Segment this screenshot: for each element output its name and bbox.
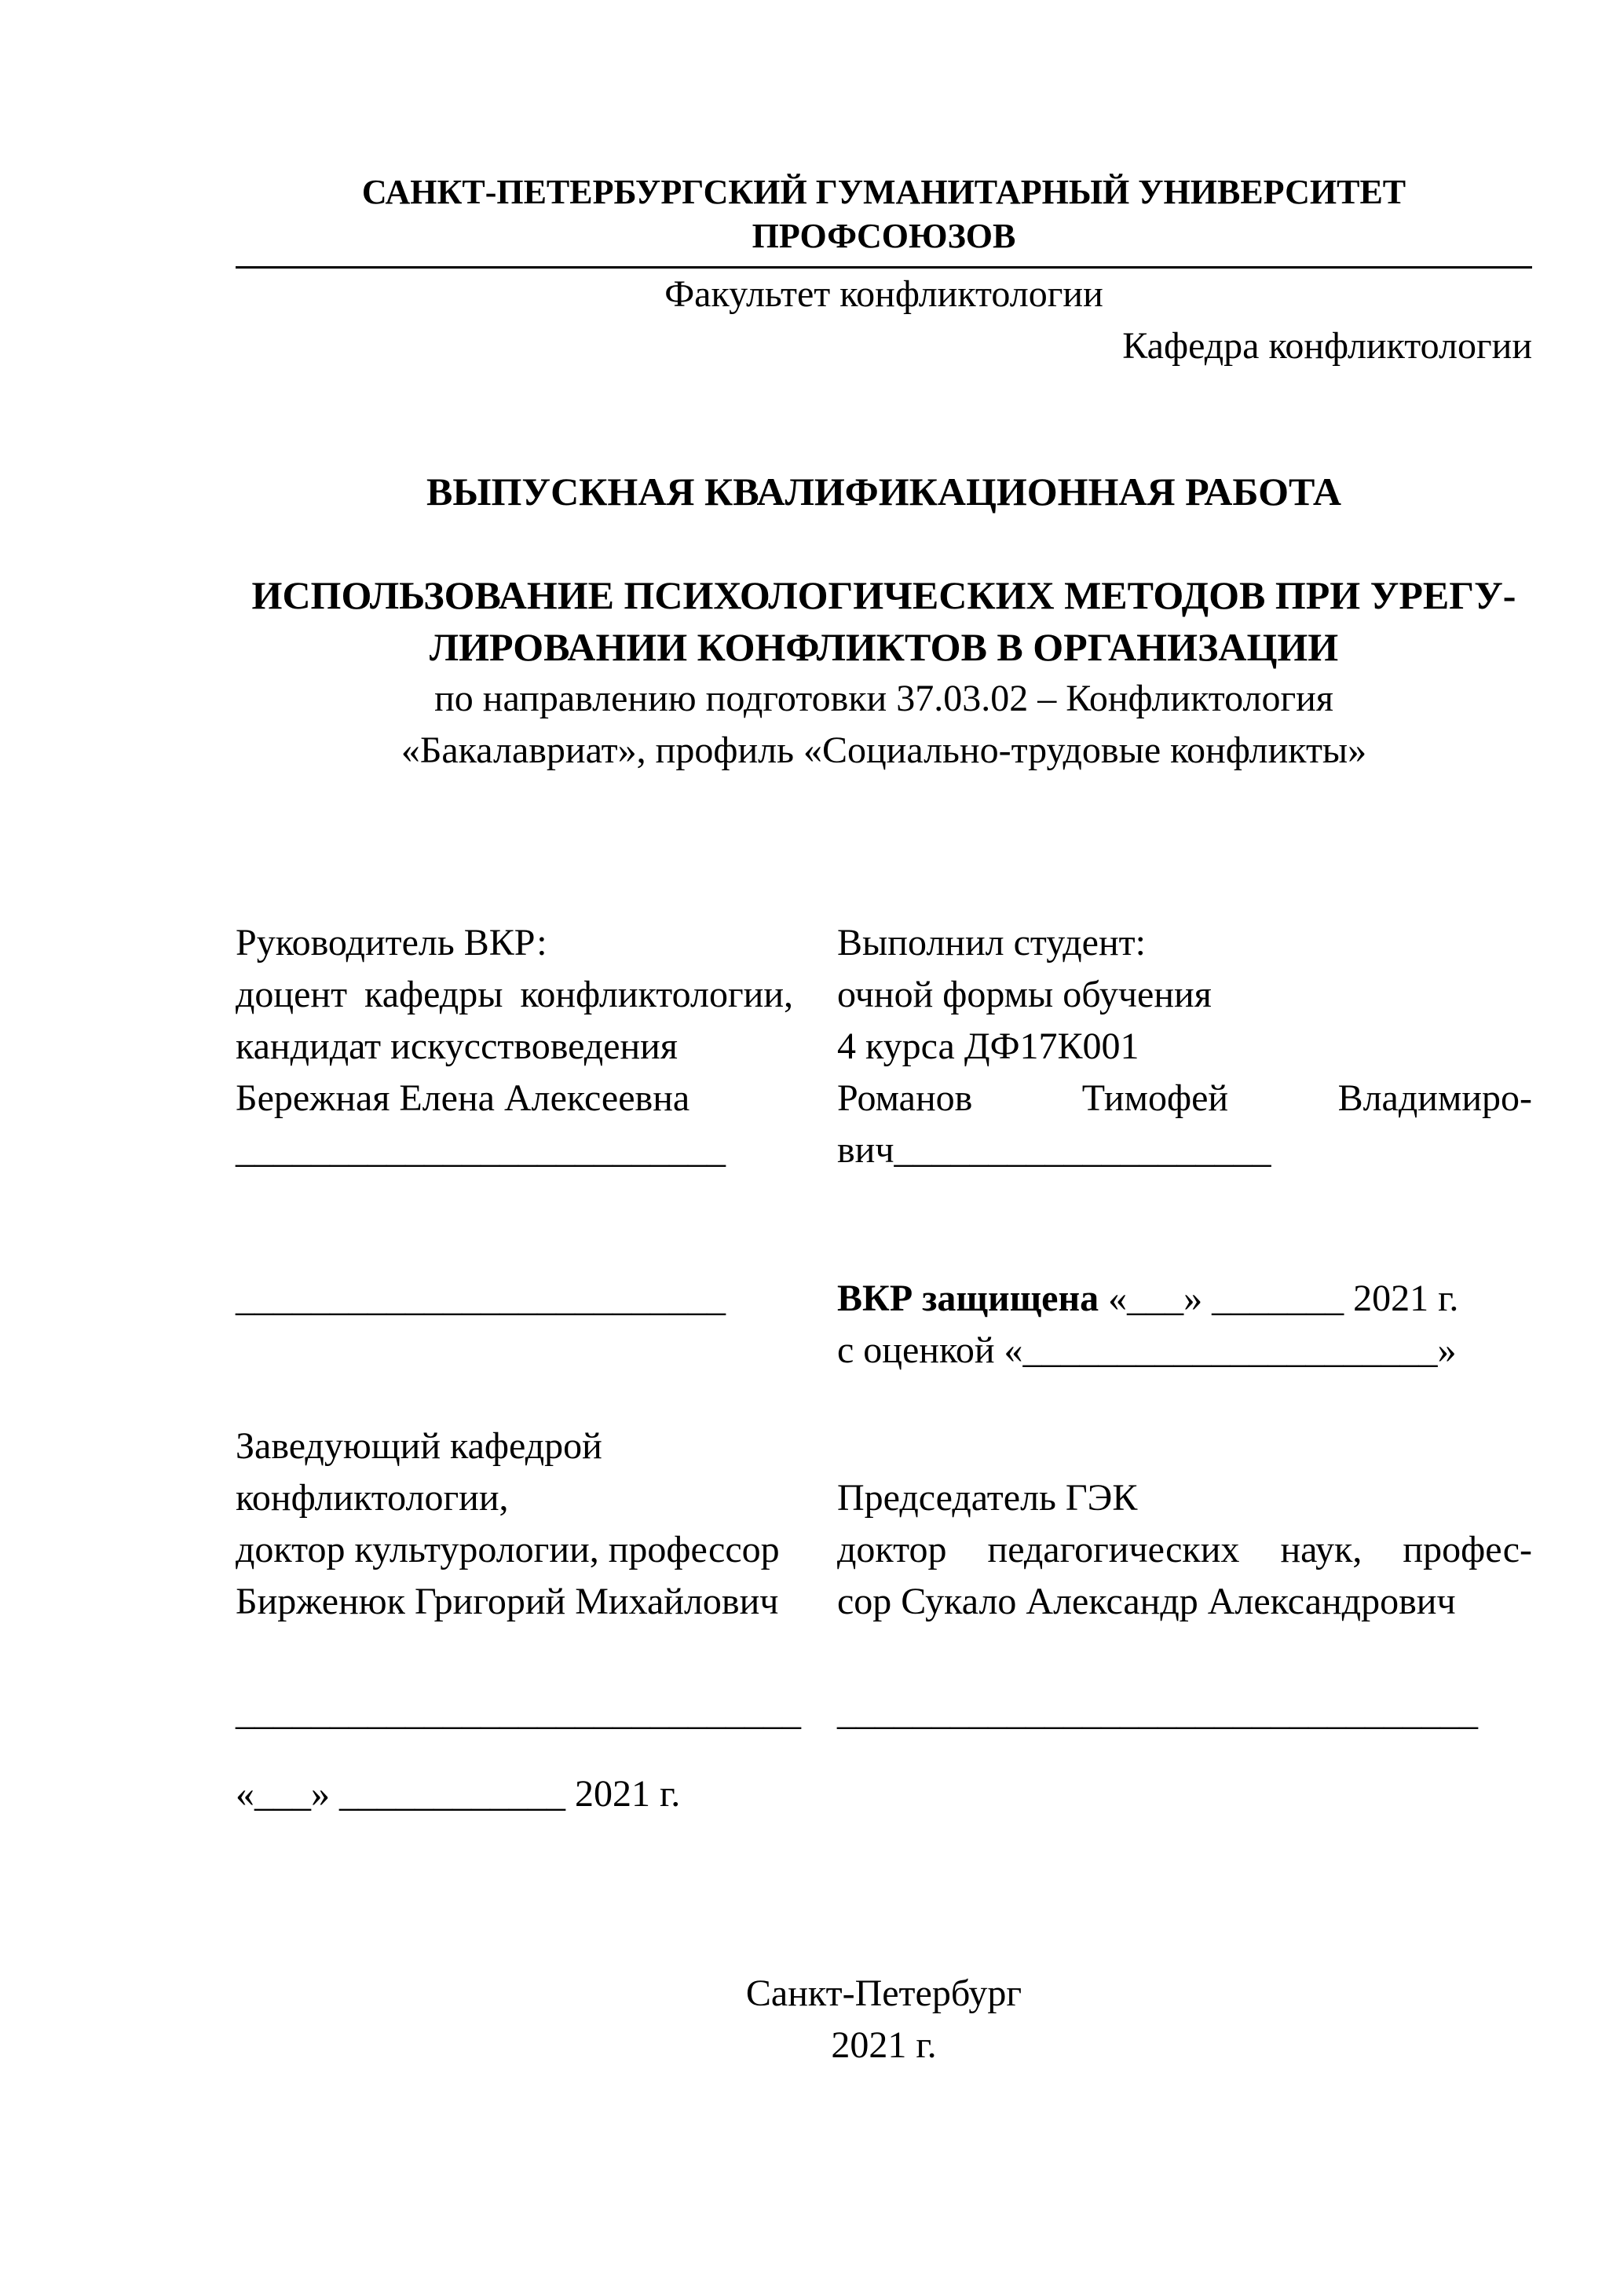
date-column — [236, 1768, 793, 1820]
gek-chair-label: Председатель ГЭК — [837, 1477, 1138, 1519]
head-dept-signature-line: ______________________________ — [236, 1691, 801, 1733]
gek-chair-degree-line-1: доктор педагогических наук, профес- — [837, 1529, 1532, 1570]
gek-chair-degree-line-2: сор Сукало Александр Александрович — [837, 1581, 1456, 1622]
column-gap — [793, 1687, 837, 1738]
supervisor-column — [236, 917, 793, 1176]
column-gap — [793, 1420, 837, 1628]
university-name: САНКТ-ПЕТЕРБУРГСКИЙ ГУМАНИТАРНЫЙ УНИВЕРСИТЕТ ПРОФСОЮЗОВ — [236, 170, 1532, 269]
defense-grade-line: с оценкой «______________________» — [837, 1329, 1457, 1371]
department-name: Кафедра конфликтологии — [1122, 325, 1532, 367]
defense-status-rest: «___» _______ 2021 г. — [1108, 1278, 1459, 1319]
supervisor-degree: кандидат искусствоведения — [236, 1026, 678, 1067]
gek-signature-column — [837, 1687, 1532, 1738]
thesis-title-line-2: ЛИРОВАНИИ КОНФЛИКТОВ В ОРГАНИЗАЦИИ — [429, 625, 1339, 669]
head-dept-signature-column — [236, 1687, 801, 1738]
defense-status-bold: ВКР защищена — [837, 1278, 1099, 1319]
student-name-line-1: Романов Тимофей Владимиро- — [837, 1077, 1532, 1119]
column-gap — [793, 1273, 837, 1377]
defense-right-column — [837, 1273, 1532, 1377]
head-dept-title-line-1: Заведующий кафедрой — [236, 1425, 602, 1467]
footer-year: 2021 г. — [831, 2024, 937, 2066]
work-type-heading: ВЫПУСКНАЯ КВАЛИФИКАЦИОННАЯ РАБОТА — [426, 470, 1341, 514]
supervisor-student-block — [236, 917, 1532, 1176]
spacer-row — [837, 1420, 1532, 1472]
student-study-form: очной формы обучения — [837, 974, 1212, 1015]
supervisor-name: Бережная Елена Алексеевна — [236, 1077, 690, 1119]
head-dept-title-line-2: конфликтологии, — [236, 1477, 509, 1519]
officials-block — [236, 1420, 1532, 1628]
supervisor-signature-line: __________________________ — [236, 1129, 726, 1171]
gek-signature-line: __________________________________ — [837, 1691, 1478, 1733]
document-header — [236, 170, 1532, 372]
gek-chair-column — [837, 1420, 1532, 1628]
head-dept-degree-line: доктор культурологии, профессор — [236, 1529, 780, 1570]
thesis-title-group — [236, 569, 1532, 777]
student-course-group: 4 курса ДФ17К001 — [837, 1026, 1139, 1067]
student-column — [837, 917, 1532, 1176]
footer-city: Санкт-Петербург — [745, 1972, 1022, 2014]
supervisor-position: доцент кафедры конфликтологии, — [236, 974, 793, 1015]
column-gap — [793, 917, 837, 1176]
defense-block — [236, 1273, 1532, 1377]
profile-line: «Бакалавриат», профиль «Социально-трудовые конфликты» — [401, 729, 1367, 771]
head-dept-date-line: «___» ____________ 2021 г. — [236, 1773, 681, 1815]
date-block — [236, 1768, 1532, 1820]
supervisor-label: Руководитель ВКР: — [236, 922, 547, 963]
student-label: Выполнил студент: — [837, 922, 1146, 963]
defense-left-column — [236, 1273, 793, 1377]
thesis-title-line-1: ИСПОЛЬЗОВАНИЕ ПСИХОЛОГИЧЕСКИХ МЕТОДОВ ПРИ УРЕГУ- — [251, 573, 1516, 617]
student-name-line-2: вич____________________ — [837, 1129, 1271, 1171]
head-of-department-column — [236, 1420, 793, 1628]
faculty-name: Факультет конфликтологии — [664, 273, 1103, 315]
defense-status-line — [837, 1273, 1532, 1325]
signature-lines-block — [236, 1687, 1532, 1738]
program-line: по направлению подготовки 37.03.02 – Конфликтология — [434, 678, 1333, 719]
document-footer — [236, 1968, 1532, 2071]
supervisor-second-signature-line: __________________________ — [236, 1278, 726, 1319]
head-dept-name: Бирженюк Григорий Михайлович — [236, 1581, 779, 1622]
